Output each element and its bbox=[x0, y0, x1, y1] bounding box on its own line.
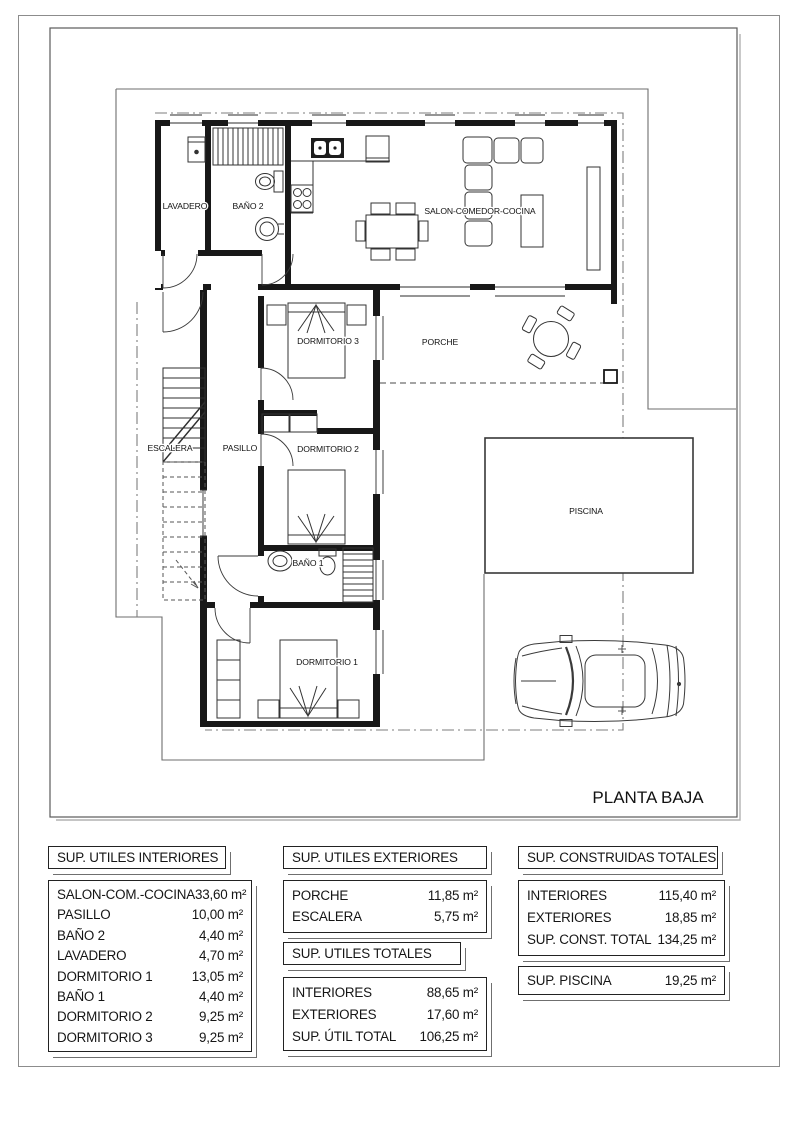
table-sup-utiles-exteriores bbox=[283, 880, 487, 933]
table-row: DORMITORIO 1 13,05 m² bbox=[57, 968, 243, 984]
room-label-escalera: ESCALERA bbox=[147, 443, 193, 453]
table-row: LAVADERO 4,70 m² bbox=[57, 948, 243, 964]
table-sup-utiles-totales bbox=[283, 977, 487, 1051]
table-sup-utiles-interiores bbox=[48, 880, 252, 1052]
room-label-bano2: BAÑO 2 bbox=[232, 201, 264, 211]
table-row: PORCHE 11,85 m² bbox=[292, 888, 478, 903]
table-title-text: SUP. UTILES TOTALES bbox=[292, 946, 432, 961]
room-label-lavadero: LAVADERO bbox=[162, 201, 208, 211]
table-row: PASILLO 10,00 m² bbox=[57, 907, 243, 923]
table-title-text: SUP. UTILES INTERIORES bbox=[57, 850, 219, 865]
table-row: EXTERIORES 18,85 m² bbox=[527, 910, 716, 925]
table-row: BAÑO 2 4,40 m² bbox=[57, 927, 243, 943]
table-row: INTERIORES 115,40 m² bbox=[527, 888, 716, 903]
room-label-piscina: PISCINA bbox=[569, 506, 603, 516]
table-row: EXTERIORES 17,60 m² bbox=[292, 1007, 478, 1022]
table-row: SUP. ÚTIL TOTAL 106,25 m² bbox=[292, 1029, 478, 1044]
table-row: SUP. PISCINA 19,25 m² bbox=[527, 973, 716, 988]
table-row: ESCALERA 5,75 m² bbox=[292, 909, 478, 924]
table-title-text: SUP. CONSTRUIDAS TOTALES bbox=[527, 850, 717, 865]
room-label-dormitorio1: DORMITORIO 1 bbox=[296, 657, 358, 667]
table-title-sup-construidas-totales bbox=[518, 846, 718, 869]
room-label-porche: PORCHE bbox=[421, 337, 459, 347]
table-title-sup-utiles-totales bbox=[283, 942, 461, 965]
table-title-text: SUP. UTILES EXTERIORES bbox=[292, 850, 458, 865]
table-row: BAÑO 1 4,40 m² bbox=[57, 989, 243, 1005]
room-label-bano1: BAÑO 1 bbox=[292, 558, 324, 568]
room-label-dormitorio3: DORMITORIO 3 bbox=[297, 336, 359, 346]
room-label-salon: SALON-COMEDOR-COCINA bbox=[424, 206, 536, 216]
table-row: DORMITORIO 3 9,25 m² bbox=[57, 1029, 243, 1045]
table-row: DORMITORIO 2 9,25 m² bbox=[57, 1009, 243, 1025]
table-title-sup-utiles-exteriores bbox=[283, 846, 487, 869]
table-row: SALON-COM.-COCINA 33,60 m² bbox=[57, 887, 247, 902]
room-label-dormitorio2: DORMITORIO 2 bbox=[297, 444, 359, 454]
table-sup-piscina bbox=[518, 966, 725, 995]
room-label-pasillo: PASILLO bbox=[222, 443, 258, 453]
table-row: INTERIORES 88,65 m² bbox=[292, 985, 478, 1000]
table-sup-construidas-totales bbox=[518, 880, 725, 956]
table-row: SUP. CONST. TOTAL 134,25 m² bbox=[527, 932, 716, 947]
plan-title: PLANTA BAJA bbox=[592, 788, 704, 807]
table-title-sup-utiles-interiores bbox=[48, 846, 226, 869]
